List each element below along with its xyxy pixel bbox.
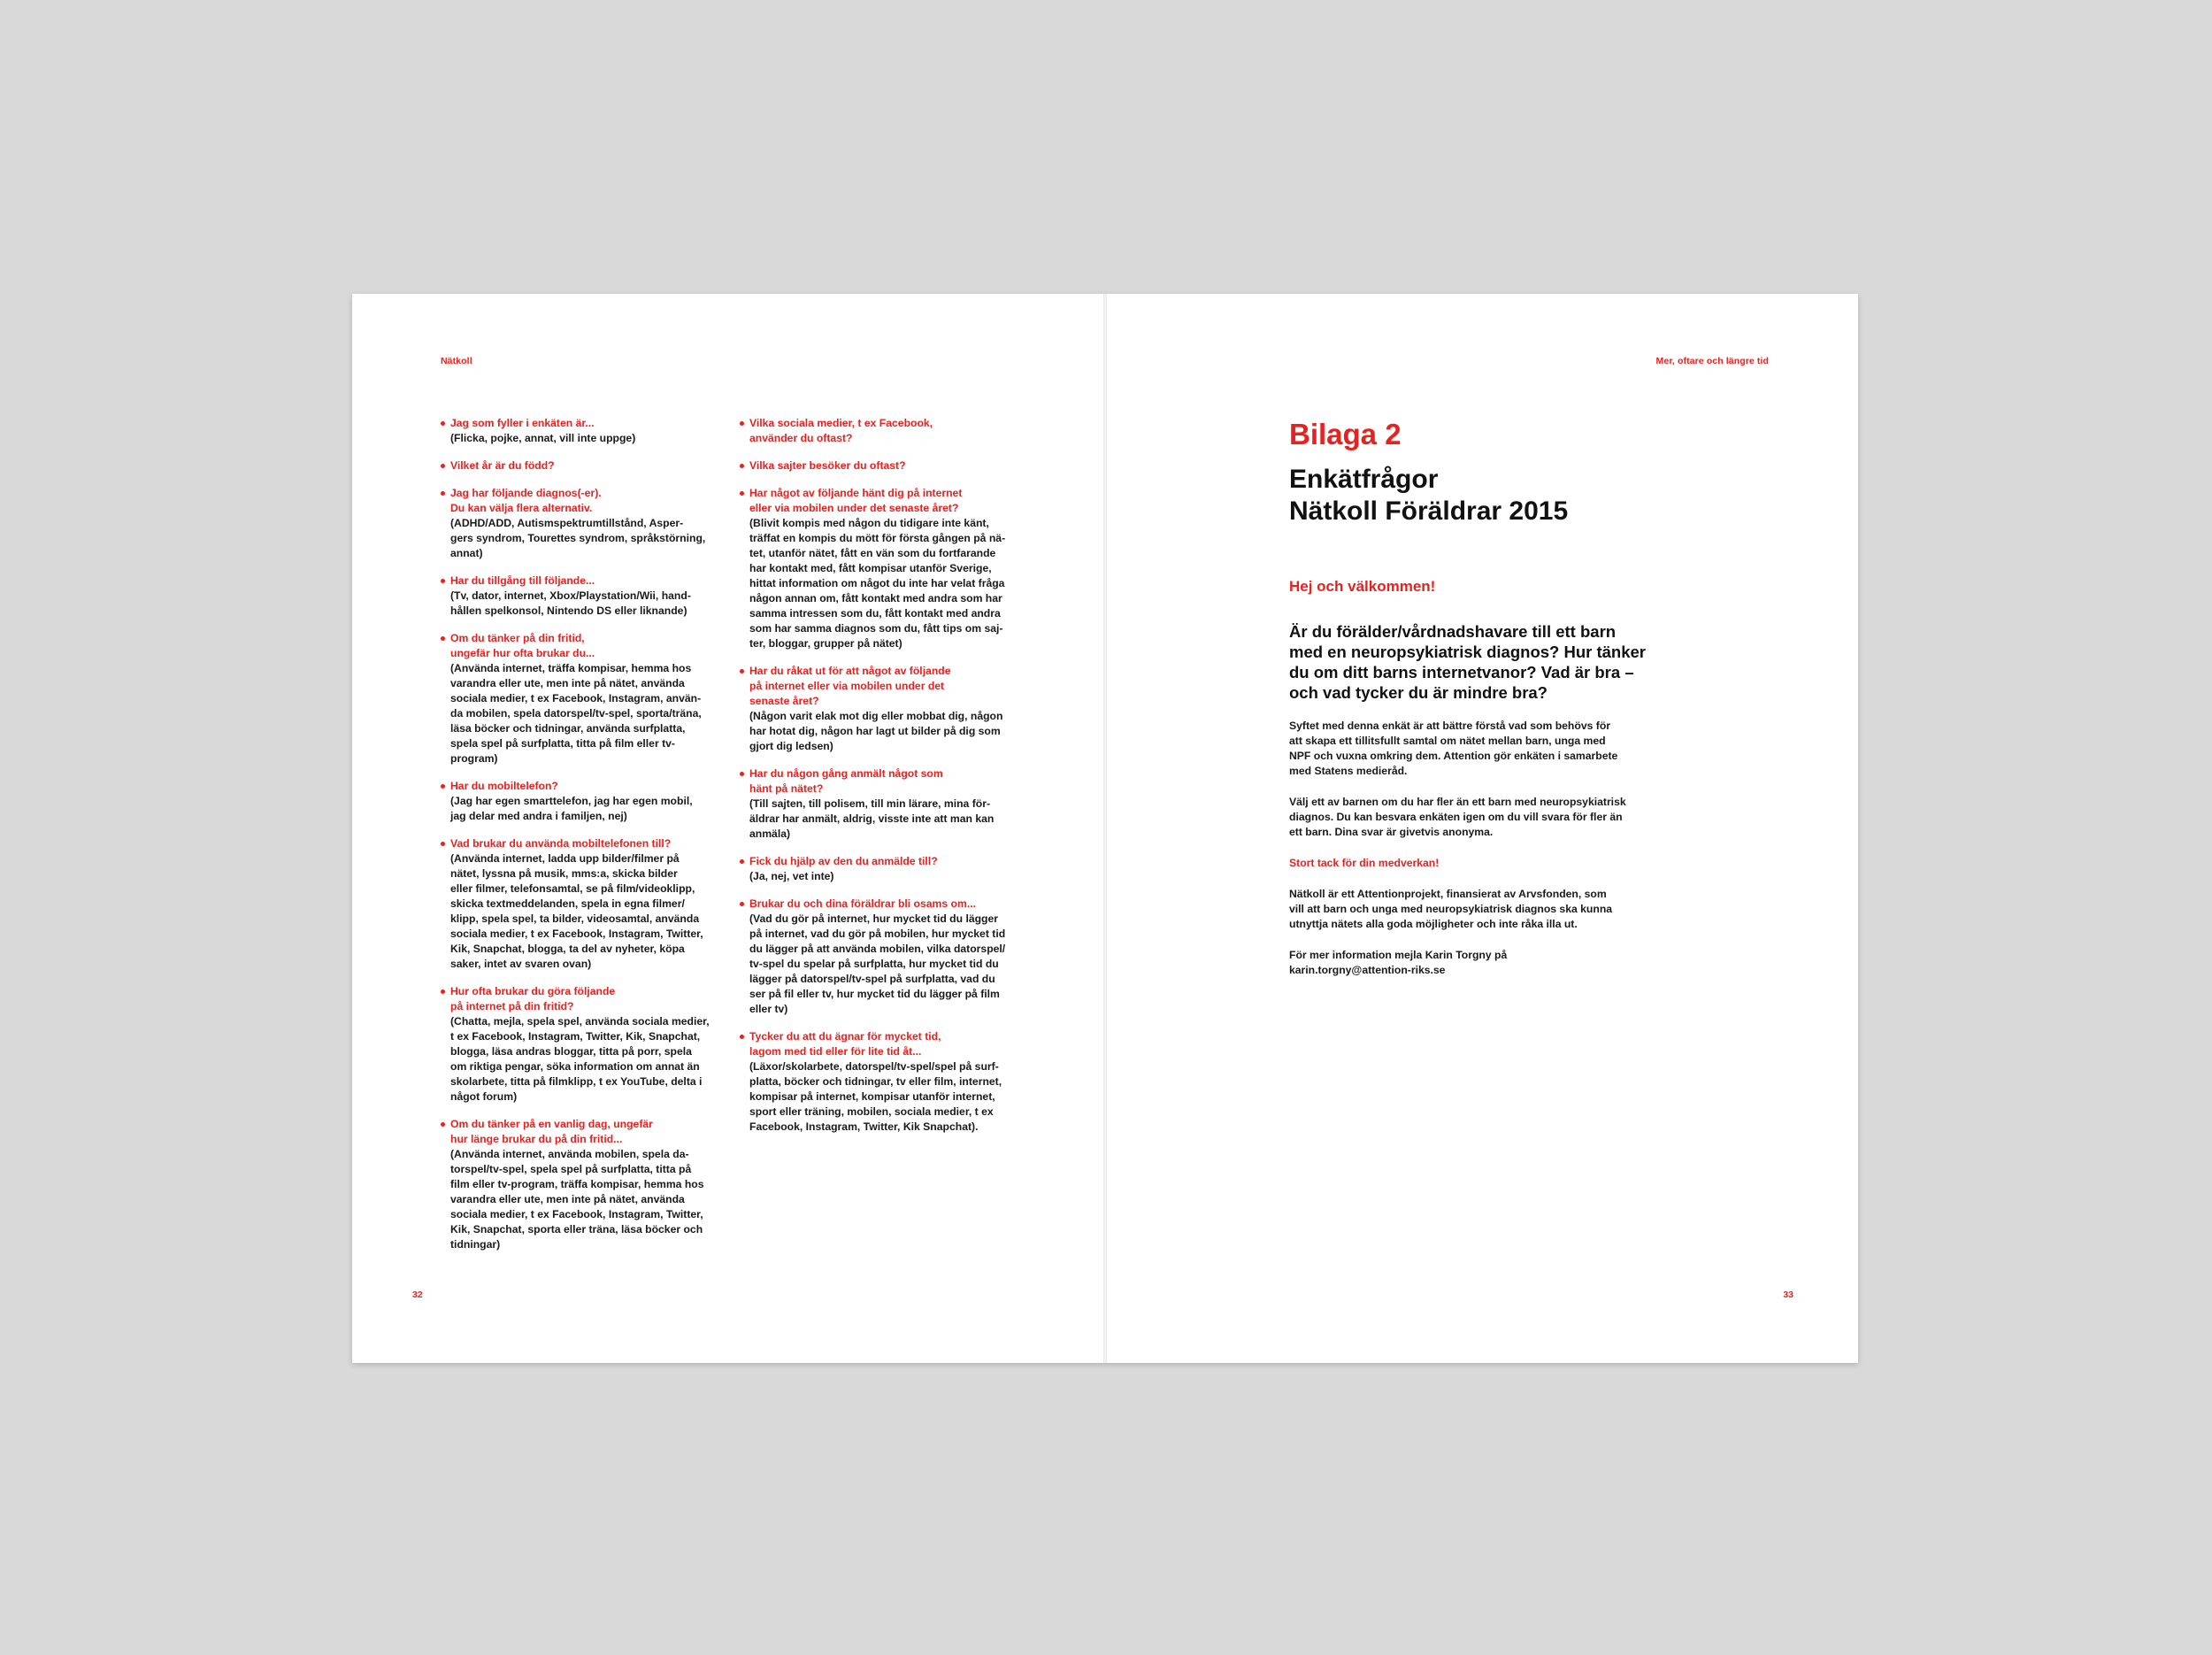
question-text: Vilka sociala medier, t ex Facebook, använder du oftast? — [749, 417, 933, 444]
question-item — [441, 573, 724, 619]
question-item — [441, 779, 724, 824]
question-heading — [441, 1117, 724, 1147]
question-text: Vilket år är du född? — [450, 459, 555, 472]
greeting: Hej och välkommen! — [1289, 578, 1436, 595]
question-item — [740, 416, 1023, 446]
question-heading — [740, 1029, 1023, 1059]
answer-options: (Jag har egen smarttelefon, jag har egen mobil, jag delar med andra i familjen, nej) — [450, 795, 693, 822]
bullet-icon — [441, 579, 445, 583]
question-text: Jag som fyller i enkäten är... — [450, 417, 595, 429]
question-text: Har du tillgång till följande... — [450, 574, 595, 587]
book-spread — [352, 294, 1858, 1363]
bullet-icon — [441, 491, 445, 496]
question-item — [441, 631, 724, 766]
bullet-icon — [441, 464, 445, 468]
question-item — [740, 486, 1023, 651]
question-text: Har något av följande hänt dig på internet eller via mobilen under det senaste året? — [749, 487, 963, 514]
question-heading — [441, 416, 724, 431]
answer-options: (Ja, nej, vet inte) — [749, 870, 834, 882]
question-text: Har du mobiltelefon? — [450, 780, 558, 792]
question-heading — [740, 897, 1023, 912]
answer-options: (Använda internet, ladda upp bilder/filmer på nätet, lyssna på musik, mms:a, skicka bilder eller filmer, telefonsamtal, se på film/videoklipp, skicka textmeddelanden, spela in egna filmer/ klipp, spela spel, ta bilder, videosamtal, använda sociala medier, t ex Facebook, Instagram, Twitter, Kik, Snapchat, blogga, ta del av nyheter, köpa saker, intet av svaren ovan) — [450, 852, 703, 970]
question-heading — [441, 836, 724, 851]
bullet-icon — [441, 636, 445, 641]
answer-options: (Flicka, pojke, annat, vill inte uppge) — [450, 432, 636, 444]
page-number: 32 — [412, 1289, 423, 1300]
question-item — [441, 458, 724, 473]
question-heading — [740, 458, 1023, 473]
question-text: Vilka sajter besöker du oftast? — [749, 459, 906, 472]
bullet-icon — [441, 1122, 445, 1127]
right-page — [1105, 294, 1858, 1363]
question-item — [740, 766, 1023, 842]
question-item — [740, 854, 1023, 884]
answer-options: (ADHD/ADD, Autismspektrumtillstånd, Asper- gers syndrom, Tourettes syndrom, språkstörning, annat) — [450, 517, 706, 559]
question-item — [740, 664, 1023, 754]
question-item — [441, 486, 724, 561]
bullet-icon — [740, 902, 744, 906]
question-item — [740, 897, 1023, 1017]
body-paragraph: Välj ett av barnen om du har fler än ett barn med neuropsykiatrisk diagnos. Du kan besvara enkäten igen om du vill svara för fler än ett barn. Dina svar är givetvis anonyma. — [1289, 796, 1626, 838]
bullet-icon — [740, 491, 744, 496]
question-heading — [441, 458, 724, 473]
answer-options: (Till sajten, till polisem, till min lärare, mina för- äldrar har anmält, aldrig, visste inte att man kan anmäla) — [749, 797, 995, 840]
appendix-label: Bilaga 2 — [1289, 418, 1402, 450]
bullet-icon — [740, 859, 744, 864]
answer-options: (Chatta, mejla, spela spel, använda sociala medier, t ex Facebook, Instagram, Twitter, Kik, Snapchat, blogga, läsa andras bloggar, titta på porr, spela om riktiga pengar, söka information om annat än skolarbete, titta på filmklipp, t ex YouTube, delta i något forum) — [450, 1015, 710, 1103]
question-text: Har du någon gång anmält något som hänt på nätet? — [749, 767, 943, 795]
question-heading — [441, 984, 724, 1014]
question-item — [740, 1029, 1023, 1135]
answer-options: (Någon varit elak mot dig eller mobbat dig, någon har hotat dig, någon har lagt ut bilder på dig som gjort dig ledsen) — [749, 710, 1003, 752]
bullet-icon — [740, 669, 744, 674]
question-heading — [740, 664, 1023, 709]
answer-options: (Vad du gör på internet, hur mycket tid du lägger på internet, vad du gör på mobilen, hur mycket tid du lägger på att använda mobilen, vilka datorspel/ tv-spel du spelar på surfplatta, hur mycket tid du lägger på datorspel/tv-spel på surfplatta, vad du ser på fil eller tv, hur mycket tid du lägger på film eller tv) — [749, 912, 1006, 1015]
question-heading — [740, 854, 1023, 869]
question-item — [441, 416, 724, 446]
question-text: Tycker du att du ägnar för mycket tid, lagom med tid eller för lite tid åt... — [749, 1030, 941, 1058]
answer-options: (Läxor/skolarbete, datorspel/tv-spel/spel på surf- platta, böcker och tidningar, tv eller film, internet, kompisar på internet, kompisar utanför internet, sport eller träning, mobilen, sociala medier, t ex Facebook, Instagram, Twitter, Kik Snapchat). — [749, 1060, 1002, 1133]
question-text: Hur ofta brukar du göra följande på internet på din fritid? — [450, 985, 616, 1012]
page-number: 33 — [1783, 1289, 1793, 1300]
answer-options: (Blivit kompis med någon du tidigare inte känt, träffat en kompis du mött för första gången på nä- tet, utanför nätet, fått en vän som du fortfarande har kontakt med, fått kompisar utanför Sverige, hittat information om något du inte har velat fråga någon annan om, fått kontakt med andra som har samma intressen som du, fått kontakt med andra som har samma diagnos som du, fått tips om saj- ter, bloggar, grupper på nätet) — [749, 517, 1006, 650]
question-heading — [740, 766, 1023, 797]
question-heading — [441, 779, 724, 794]
question-item — [441, 836, 724, 972]
answer-options: (Tv, dator, internet, Xbox/Playstation/Wii, hand- hållen spelkonsol, Nintendo DS eller liknande) — [450, 589, 691, 617]
body-paragraph: Syftet med denna enkät är att bättre förstå vad som behövs för att skapa ett tillitsfullt samtal om nätet mellan barn, unga med NPF och vuxna omkring dem. Attention gör enkäten i samarbete med Statens medieråd. — [1289, 720, 1618, 777]
question-heading — [740, 486, 1023, 516]
question-text: Jag har följande diagnos(-er). Du kan välja flera alternativ. — [450, 487, 602, 514]
lead-paragraph: Är du förälder/vårdnadshavare till ett barn med en neuropsykiatrisk diagnos? Hur tänker du om ditt barns internetvanor? Vad är bra – och vad tycker du är mindre bra? — [1289, 622, 1646, 702]
question-text: Har du råkat ut för att något av följande på internet eller via mobilen under det senaste året? — [749, 665, 951, 707]
question-heading — [441, 486, 724, 516]
bullet-icon — [740, 1035, 744, 1039]
running-head: Mer, oftare och längre tid — [1655, 356, 1769, 366]
bullet-icon — [441, 421, 445, 426]
bullet-icon — [740, 421, 744, 426]
body-paragraph: Nätkoll är ett Attentionprojekt, finansierat av Arvsfonden, som vill att barn och unga med neuropsykiatrisk diagnos ska kunna utnyttja nätets alla goda möjligheter och inte råka illa ut. — [1289, 888, 1613, 930]
bullet-icon — [441, 989, 445, 994]
question-heading — [441, 631, 724, 661]
question-text: Om du tänker på en vanlig dag, ungefär hur länge brukar du på din fritid... — [450, 1118, 653, 1145]
question-item — [740, 458, 1023, 473]
running-head: Nätkoll — [441, 356, 472, 366]
thanks-line: Stort tack för din medverkan! — [1289, 857, 1440, 869]
question-item — [441, 984, 724, 1105]
answer-options: (Använda internet, använda mobilen, spela da- torspel/tv-spel, spela spel på surfplatta, titta på film eller tv-program, träffa kompisar, hemma hos varandra eller ute, men inte på nätet, använda sociala medier, t ex Facebook, Instagram, Twitter, Kik, Snapchat, sporta eller träna, läsa böcker och tidningar) — [450, 1148, 704, 1251]
question-heading — [740, 416, 1023, 446]
bullet-icon — [441, 842, 445, 846]
left-page — [352, 294, 1105, 1363]
page-title: Enkätfrågor Nätkoll Föräldrar 2015 — [1289, 465, 1569, 526]
bullet-icon — [740, 464, 744, 468]
question-text: Brukar du och dina föräldrar bli osams om... — [749, 897, 976, 910]
bullet-icon — [740, 772, 744, 776]
appendix-intro — [1289, 418, 1661, 978]
question-text: Fick du hjälp av den du anmälde till? — [749, 855, 938, 867]
spine-gutter — [1103, 294, 1107, 1363]
contact-paragraph: För mer information mejla Karin Torgny på karin.torgny@attention-riks.se — [1289, 949, 1508, 976]
question-item — [441, 1117, 724, 1252]
bullet-icon — [441, 784, 445, 789]
question-text: Om du tänker på din fritid, ungefär hur ofta brukar du... — [450, 632, 595, 659]
question-text: Vad brukar du använda mobiltelefonen till? — [450, 837, 672, 850]
answer-options: (Använda internet, träffa kompisar, hemma hos varandra eller ute, men inte på nätet, använda sociala medier, t ex Facebook, Instagram, använ- da mobilen, spela datorspel/tv-spel, sporta/träna, läsa böcker och tidningar, använda surfplatta, spela spel på surfplatta, titta på film eller tv- program) — [450, 662, 702, 765]
question-column-1 — [441, 416, 724, 1265]
question-column-2 — [740, 416, 1023, 1147]
question-heading — [441, 573, 724, 589]
